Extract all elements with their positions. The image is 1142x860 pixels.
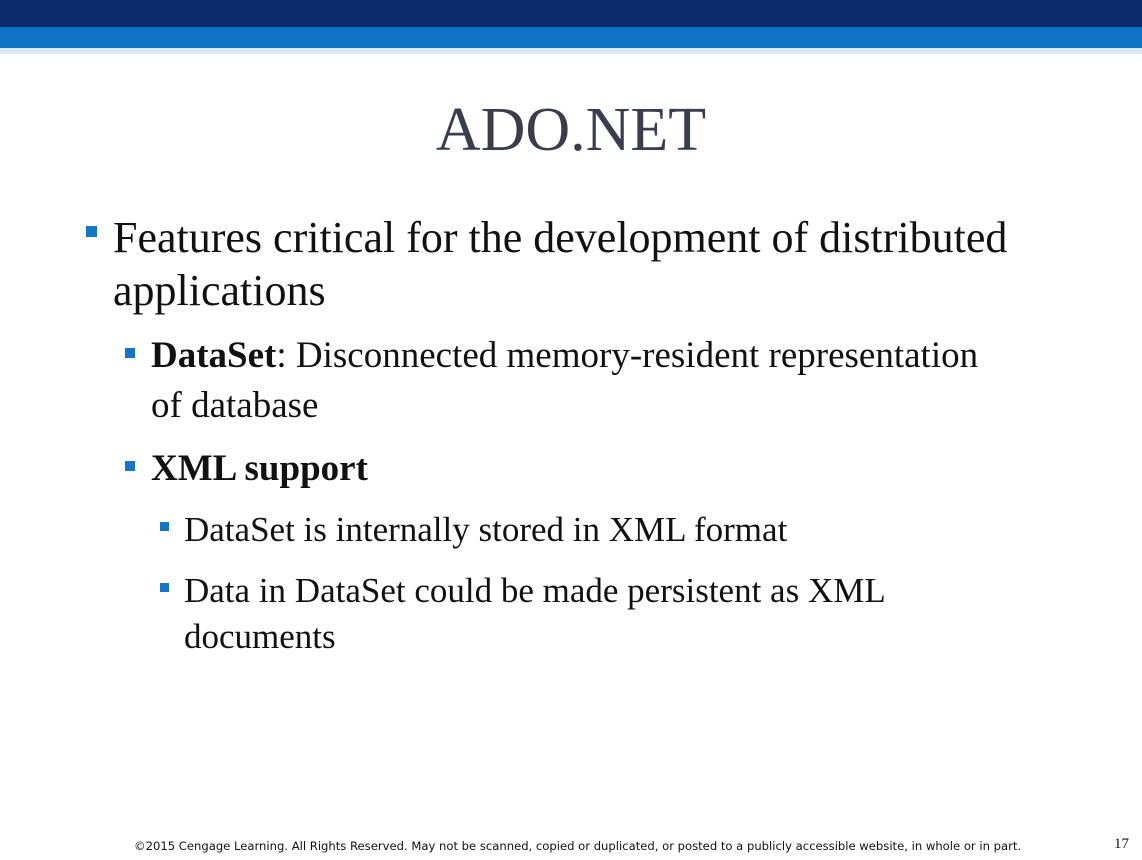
sub-sub-bullet-text: Data in DataSet could be made persistent as XML xyxy=(184,571,886,610)
header-band-dark xyxy=(0,0,1142,27)
sub-bullet-text xyxy=(151,331,978,380)
bullet-square-icon xyxy=(86,226,97,237)
bullet-square-icon xyxy=(160,522,169,531)
sub-bullet-heading: XML support xyxy=(151,448,368,489)
sub-bullet-text-continuation: of database xyxy=(151,385,319,426)
term-definition: : Disconnected memory-resident representation xyxy=(276,335,979,376)
sub-sub-bullet-text: DataSet is internally stored in XML format xyxy=(184,510,788,549)
page-number: 17 xyxy=(1114,836,1129,852)
sub-sub-bullet-text-continuation: documents xyxy=(184,617,336,656)
copyright-footer: ©2015 Cengage Learning. All Rights Reserved. May not be scanned, copied or duplicated, or posted to a publicly accessible website, in whole or in part. xyxy=(134,839,1022,853)
bullet-square-icon xyxy=(125,348,135,358)
slide-title: ADO.NET xyxy=(435,96,707,164)
bullet-square-icon xyxy=(125,461,135,471)
bullet-text: Features critical for the development of distributed xyxy=(113,213,1008,262)
bullet-text-continuation: applications xyxy=(113,266,326,315)
header-band-light xyxy=(0,48,1142,54)
term-dataset: DataSet xyxy=(151,335,277,376)
bullet-square-icon xyxy=(160,583,169,592)
header-band-blue xyxy=(0,27,1142,48)
